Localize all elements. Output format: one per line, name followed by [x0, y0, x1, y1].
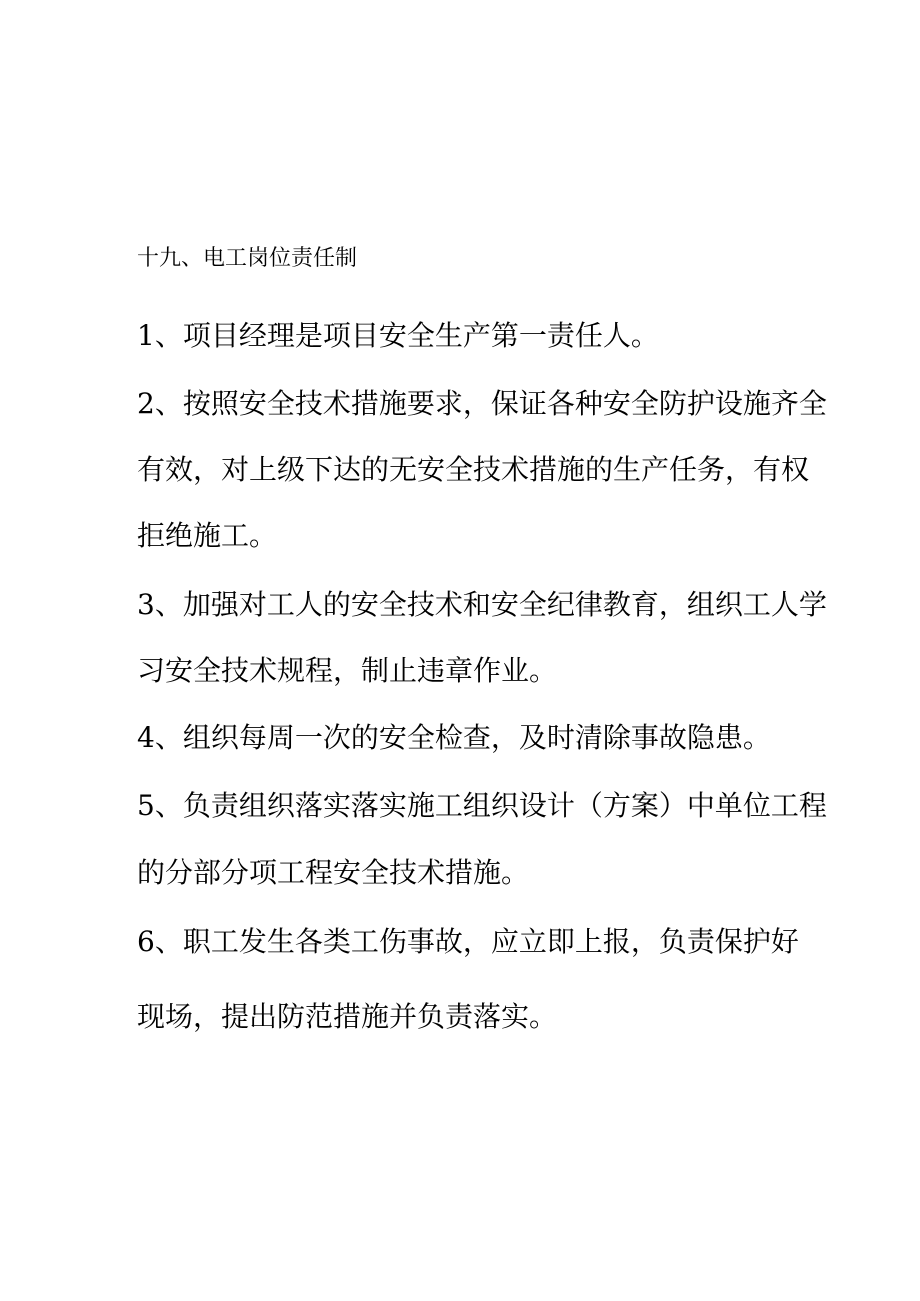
item-2-line-2: 有效，对上级下达的无安全技术措施的生产任务，有权	[137, 453, 810, 486]
item-6-line-2: 现场，提出防范措施并负责落实。	[137, 1000, 558, 1033]
item-3-line-1: 3、加强对工人的安全技术和安全纪律教育，组织工人学	[137, 588, 827, 621]
item-2-line-3: 拒绝施工。	[137, 519, 278, 552]
section-heading: 十九、电工岗位责任制	[137, 246, 358, 271]
item-1-line-1: 1、项目经理是项目安全生产第一责任人。	[137, 319, 659, 352]
item-5-line-1: 5、负责组织落实落实施工组织设计（方案）中单位工程	[137, 789, 827, 822]
item-6-line-1: 6、职工发生各类工伤事故，应立即上报，负责保护好	[137, 925, 799, 958]
item-4-line-1: 4、组织每周一次的安全检查，及时清除事故隐患。	[137, 721, 771, 754]
item-2-line-1: 2、按照安全技术措施要求，保证各种安全防护设施齐全	[137, 387, 827, 420]
item-3-line-2: 习安全技术规程，制止违章作业。	[137, 654, 558, 687]
item-5-line-2: 的分部分项工程安全技术措施。	[137, 856, 530, 889]
